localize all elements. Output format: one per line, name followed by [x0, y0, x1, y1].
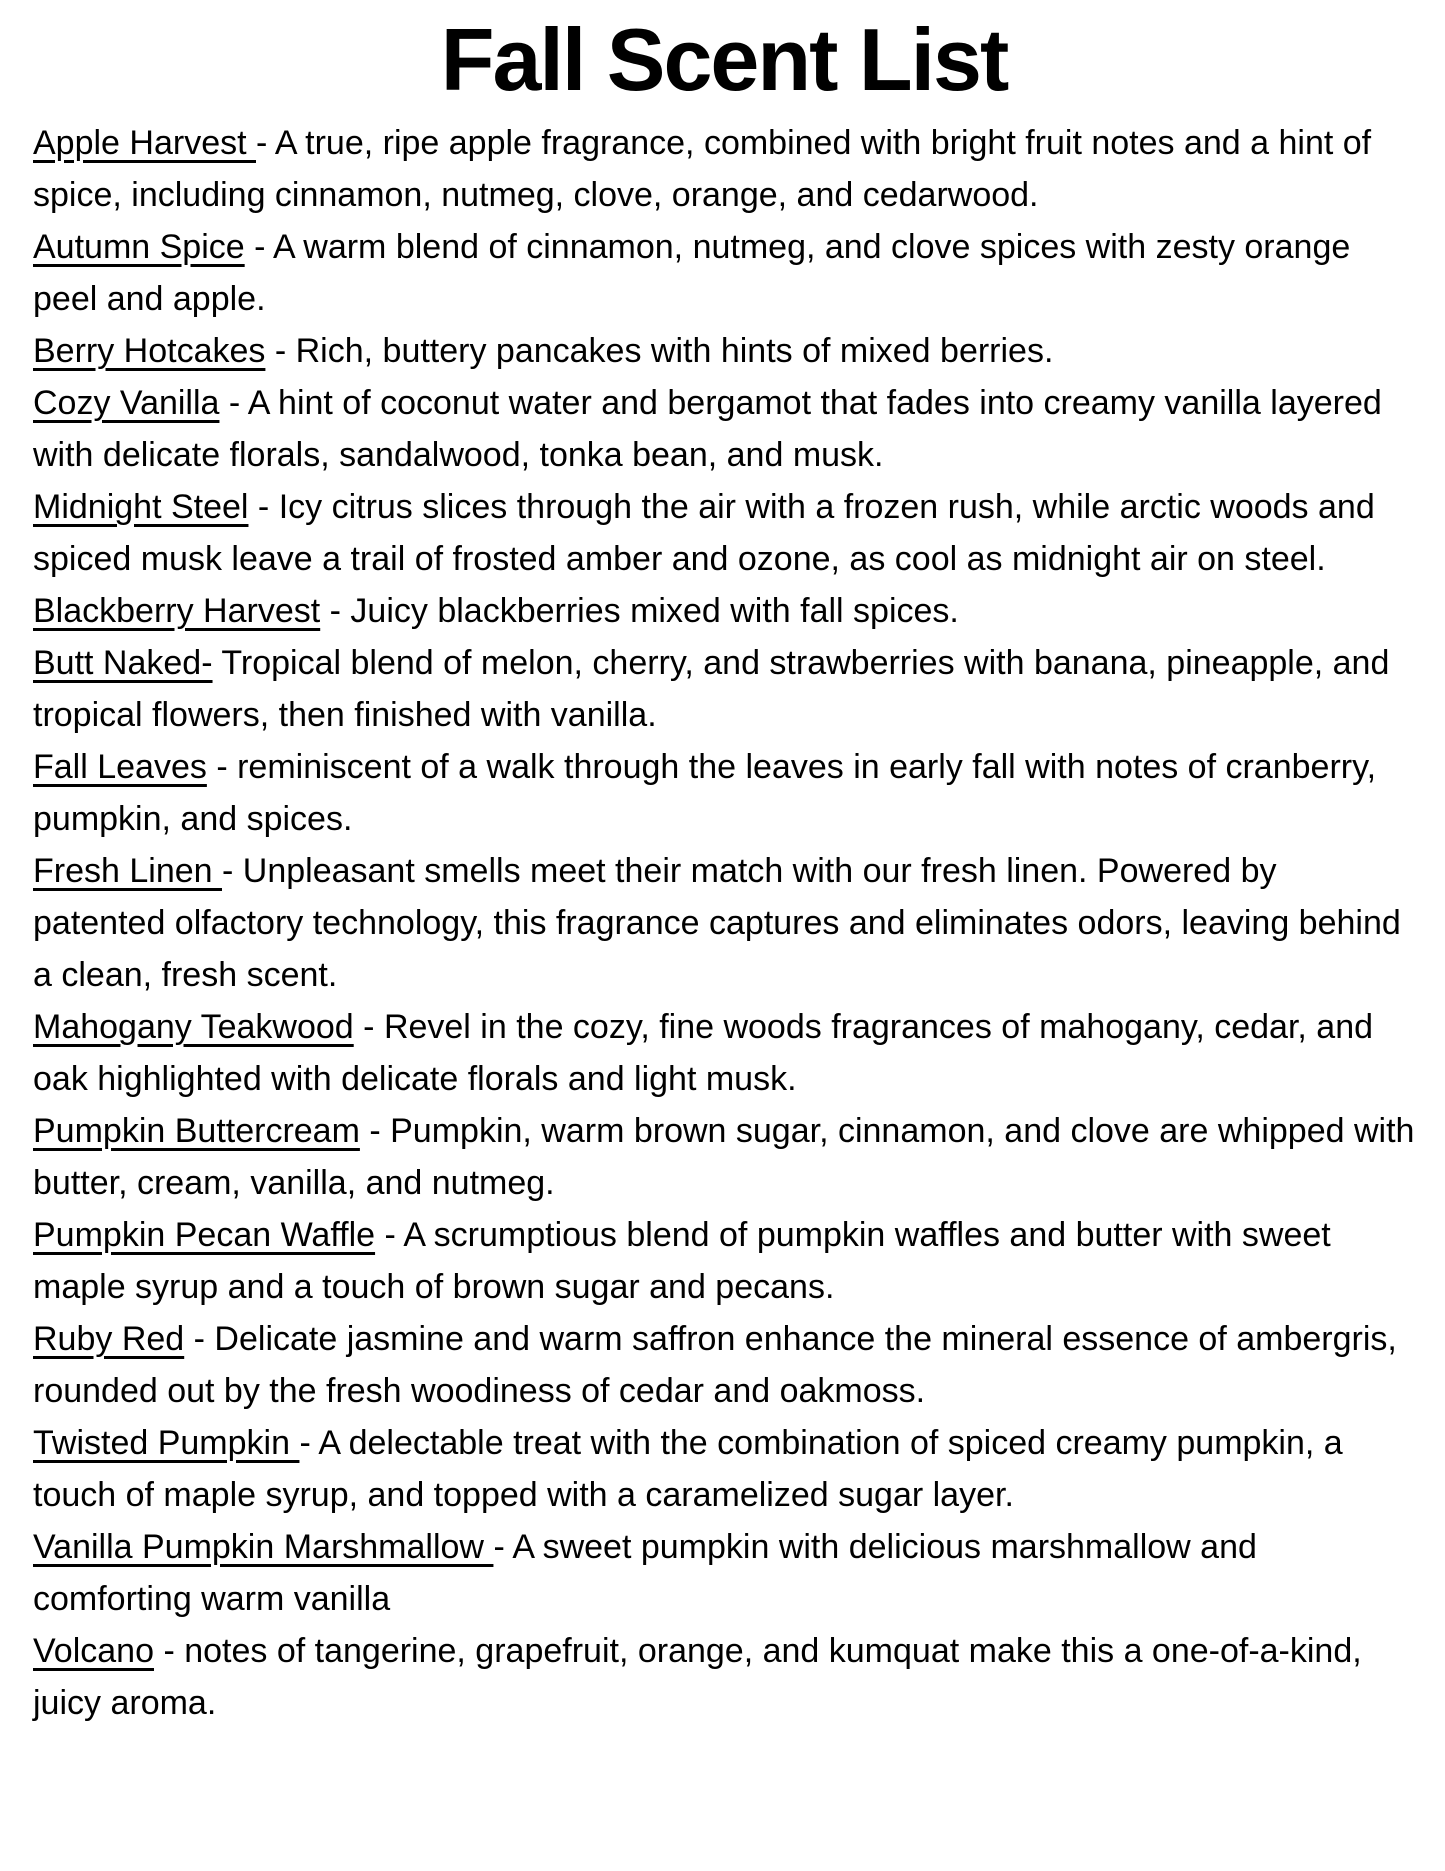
scent-entry: [33, 585, 1415, 637]
scent-name: Volcano: [33, 1632, 154, 1671]
scent-entry: [33, 1417, 1415, 1521]
scent-entry: [33, 221, 1415, 325]
scent-name: Berry Hotcakes: [33, 332, 266, 371]
scent-entry: [33, 1313, 1415, 1417]
scent-entry: [33, 1521, 1415, 1625]
scent-description: Icy citrus slices through the air with a frozen rush, while arctic woods and spiced musk leave a trail of frosted amber and ozone, as cool as midnight air on steel.: [33, 488, 1375, 579]
scent-description: A sweet pumpkin with delicious marshmallow and comforting warm vanilla: [33, 1528, 1257, 1619]
scent-separator: -: [244, 228, 274, 267]
scent-name: Vanilla Pumpkin Marshmallow: [33, 1528, 494, 1567]
scent-entry: [33, 637, 1415, 741]
scent-separator: -: [299, 1424, 319, 1463]
scent-entry: [33, 325, 1415, 377]
scent-entry: [33, 1105, 1415, 1209]
scent-name: Apple Harvest: [33, 124, 256, 163]
scent-description: A warm blend of cinnamon, nutmeg, and clove spices with zesty orange peel and apple.: [33, 228, 1351, 319]
scent-name: Butt Naked-: [33, 644, 213, 683]
scent-separator: -: [353, 1008, 384, 1047]
scent-name: Cozy Vanilla: [33, 384, 220, 423]
scent-description: A delectable treat with the combination of spiced creamy pumpkin, a touch of maple syrup, and topped with a caramelized sugar layer.: [33, 1424, 1343, 1515]
scent-separator: -: [248, 488, 279, 527]
scent-separator: -: [154, 1632, 185, 1671]
scent-description: Tropical blend of melon, cherry, and strawberries with banana, pineapple, and tropical flowers, then finished with vanilla.: [33, 644, 1390, 735]
scent-description: A scrumptious blend of pumpkin waffles and butter with sweet maple syrup and a touch of brown sugar and pecans.: [33, 1216, 1331, 1307]
scent-name: Pumpkin Pecan Waffle: [33, 1216, 376, 1255]
scent-description: Unpleasant smells meet their match with our fresh linen. Powered by patented olfactory technology, this fragrance captures and eliminates odors, leaving behind a clean, fresh scent.: [33, 852, 1401, 995]
scent-description: A hint of coconut water and bergamot that fades into creamy vanilla layered with delicate florals, sandalwood, tonka bean, and musk.: [33, 384, 1382, 475]
scent-entry: [33, 481, 1415, 585]
scent-separator: -: [493, 1528, 513, 1567]
scent-entry: [33, 1209, 1415, 1313]
scent-list: [33, 117, 1415, 1729]
scent-description: notes of tangerine, grapefruit, orange, and kumquat make this a one-of-a-kind, juicy aroma.: [33, 1632, 1362, 1723]
scent-entry: [33, 117, 1415, 221]
scent-name: Fall Leaves: [33, 748, 207, 787]
scent-separator: -: [184, 1320, 215, 1359]
scent-name: Autumn Spice: [33, 228, 245, 267]
scent-separator: -: [359, 1112, 391, 1151]
scent-separator: -: [265, 332, 296, 371]
scent-entry: [33, 377, 1415, 481]
scent-name: Ruby Red: [33, 1320, 185, 1359]
scent-separator: -: [375, 1216, 404, 1255]
scent-separator: -: [256, 124, 275, 163]
scent-description: reminiscent of a walk through the leaves in early fall with notes of cranberry, pumpkin, and spices.: [33, 748, 1377, 839]
scent-entry: [33, 1001, 1415, 1105]
scent-description: Revel in the cozy, fine woods fragrances of mahogany, cedar, and oak highlighted with delicate florals and light musk.: [33, 1008, 1374, 1099]
scent-description: Pumpkin, warm brown sugar, cinnamon, and clove are whipped with butter, cream, vanilla, and nutmeg.: [33, 1112, 1415, 1203]
scent-name: Midnight Steel: [33, 488, 249, 527]
scent-entry: [33, 741, 1415, 845]
scent-entry: [33, 845, 1415, 1001]
scent-separator: -: [206, 748, 238, 787]
scent-entry: [33, 1625, 1415, 1729]
scent-name: Twisted Pumpkin: [33, 1424, 300, 1463]
scent-separator: -: [219, 384, 248, 423]
scent-description: A true, ripe apple fragrance, combined with bright fruit notes and a hint of spice, including cinnamon, nutmeg, clove, orange, and cedarwood.: [33, 124, 1372, 215]
page-title: Fall Scent List: [440, 10, 1008, 109]
scent-separator: -: [222, 852, 243, 891]
scent-description: Juicy blackberries mixed with fall spices.: [350, 592, 959, 631]
scent-description: Delicate jasmine and warm saffron enhance the mineral essence of ambergris, rounded out by the fresh woodiness of cedar and oakmoss.: [33, 1320, 1397, 1411]
scent-separator: -: [320, 592, 351, 631]
scent-name: Blackberry Harvest: [33, 592, 321, 631]
scent-name: Pumpkin Buttercream: [33, 1112, 360, 1151]
scent-name: Mahogany Teakwood: [33, 1008, 354, 1047]
scent-name: Fresh Linen: [33, 852, 222, 891]
scent-description: Rich, buttery pancakes with hints of mixed berries.: [295, 332, 1054, 371]
